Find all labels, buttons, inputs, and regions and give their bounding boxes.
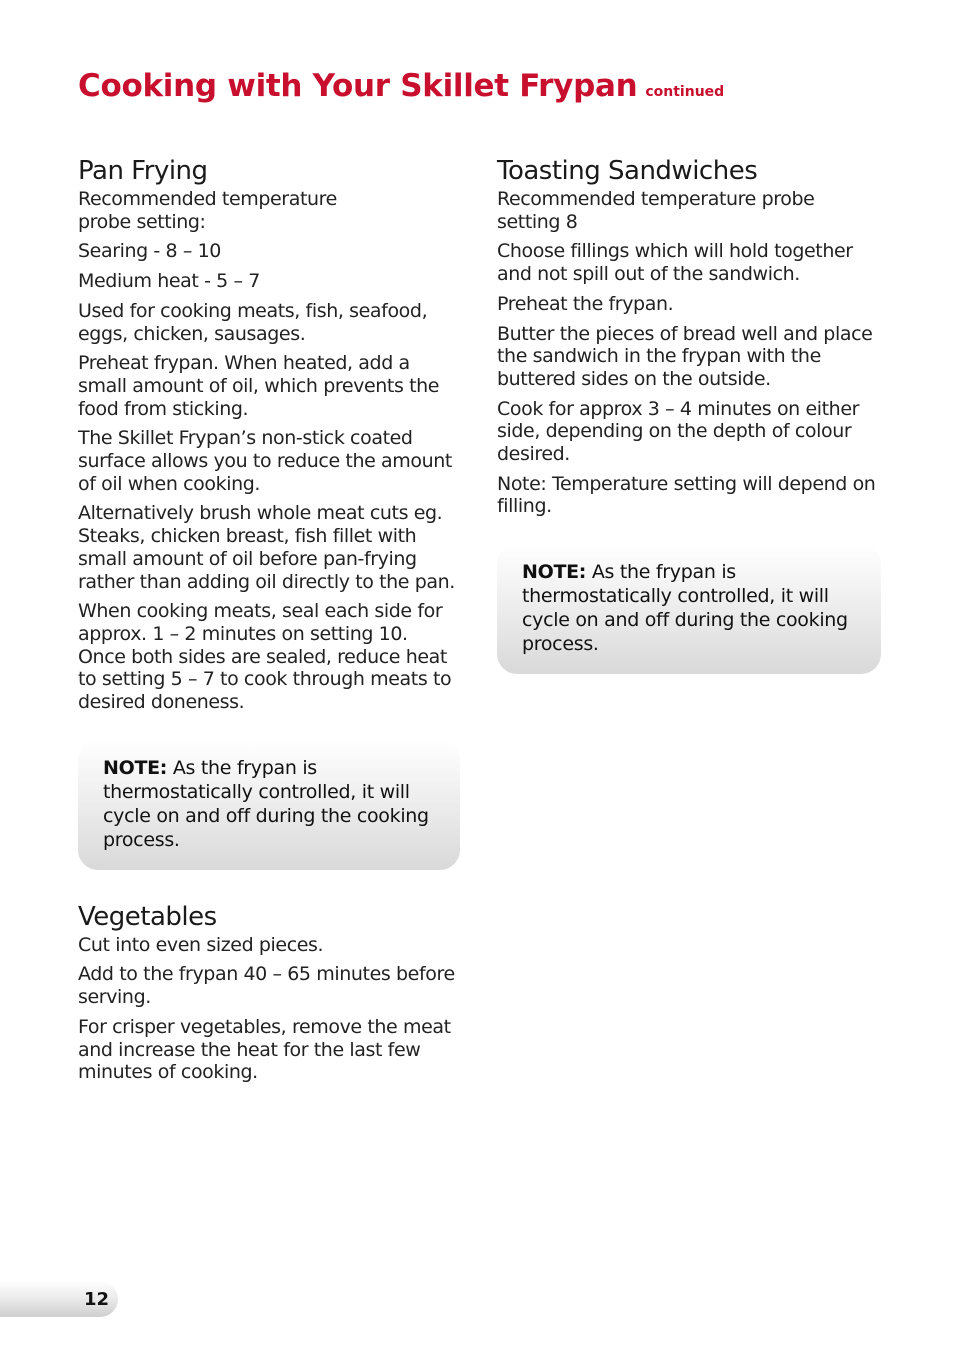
page-title-text: Cooking with Your Skillet Frypan — [78, 68, 638, 104]
pan-frying-paragraph: Preheat frypan. When heated, add a small amount of oil, which prevents the food from sticking. — [78, 352, 440, 420]
pan-frying-paragraph: Searing - 8 – 10 — [78, 240, 221, 263]
vegetables-paragraph: Add to the frypan 40 – 65 minutes before serving. — [78, 963, 455, 1009]
toasting-paragraph: Choose fillings which will hold together and not spill out of the sandwich. — [497, 240, 853, 286]
note-text: As the frypan is thermostatically controlled, it will cycle on and off during the cooking process. — [103, 756, 429, 851]
pan-frying-note-box — [78, 740, 460, 870]
toasting-paragraph: Recommended temperature probe setting 8 — [497, 188, 815, 233]
vegetables-section — [78, 902, 460, 1084]
pan-frying-paragraph: Used for cooking meats, fish, seafood, eggs, chicken, sausages. — [78, 299, 428, 345]
toasting-heading: Toasting Sandwiches — [497, 156, 758, 186]
pan-frying-paragraph: Medium heat - 5 – 7 — [78, 270, 260, 293]
pan-frying-heading: Pan Frying — [78, 156, 208, 186]
right-column — [497, 156, 881, 674]
toasting-paragraph: Cook for approx 3 – 4 minutes on either side, depending on the depth of colour desired. — [497, 397, 860, 466]
toasting-paragraph: Butter the pieces of bread well and place the sandwich in the frypan with the buttered sides on the outside. — [497, 322, 873, 390]
toasting-paragraph: Preheat the frypan. — [497, 292, 674, 315]
page-number: 12 — [84, 1289, 110, 1310]
title-suffix: continued — [645, 84, 725, 100]
pan-frying-paragraph: Alternatively brush whole meat cuts eg. Steaks, chicken breast, fish fillet with small amount of oil before pan-frying rather than adding oil directly to the pan. — [78, 502, 455, 593]
vegetables-paragraph: For crisper vegetables, remove the meat and increase the heat for the last few minutes of cooking. — [78, 1015, 451, 1084]
pan-frying-paragraph: When cooking meats, seal each side for approx. 1 – 2 minutes on setting 10. Once both sides are sealed, reduce heat to setting 5 – 7 to cook through meats to desired doneness. — [78, 600, 452, 714]
pan-frying-paragraph: Recommended temperature probe setting: — [78, 188, 337, 233]
toasting-section — [497, 156, 881, 674]
toasting-note-box — [497, 544, 881, 674]
toasting-paragraph: Note: Temperature setting will depend on filling. — [497, 472, 876, 518]
note-label: NOTE: — [103, 756, 168, 779]
note-label: NOTE: — [522, 561, 587, 584]
pan-frying-paragraph: The Skillet Frypan’s non-stick coated surface allows you to reduce the amount of oil when cooking. — [78, 427, 452, 495]
note-text: As the frypan is thermostatically controlled, it will cycle on and off during the cooking process. — [522, 561, 848, 656]
page-title — [78, 68, 724, 104]
left-column — [78, 156, 460, 1091]
vegetables-paragraph: Cut into even sized pieces. — [78, 933, 324, 956]
pan-frying-section — [78, 156, 460, 870]
vegetables-heading: Vegetables — [78, 901, 217, 932]
page-number-tab — [0, 1281, 118, 1317]
